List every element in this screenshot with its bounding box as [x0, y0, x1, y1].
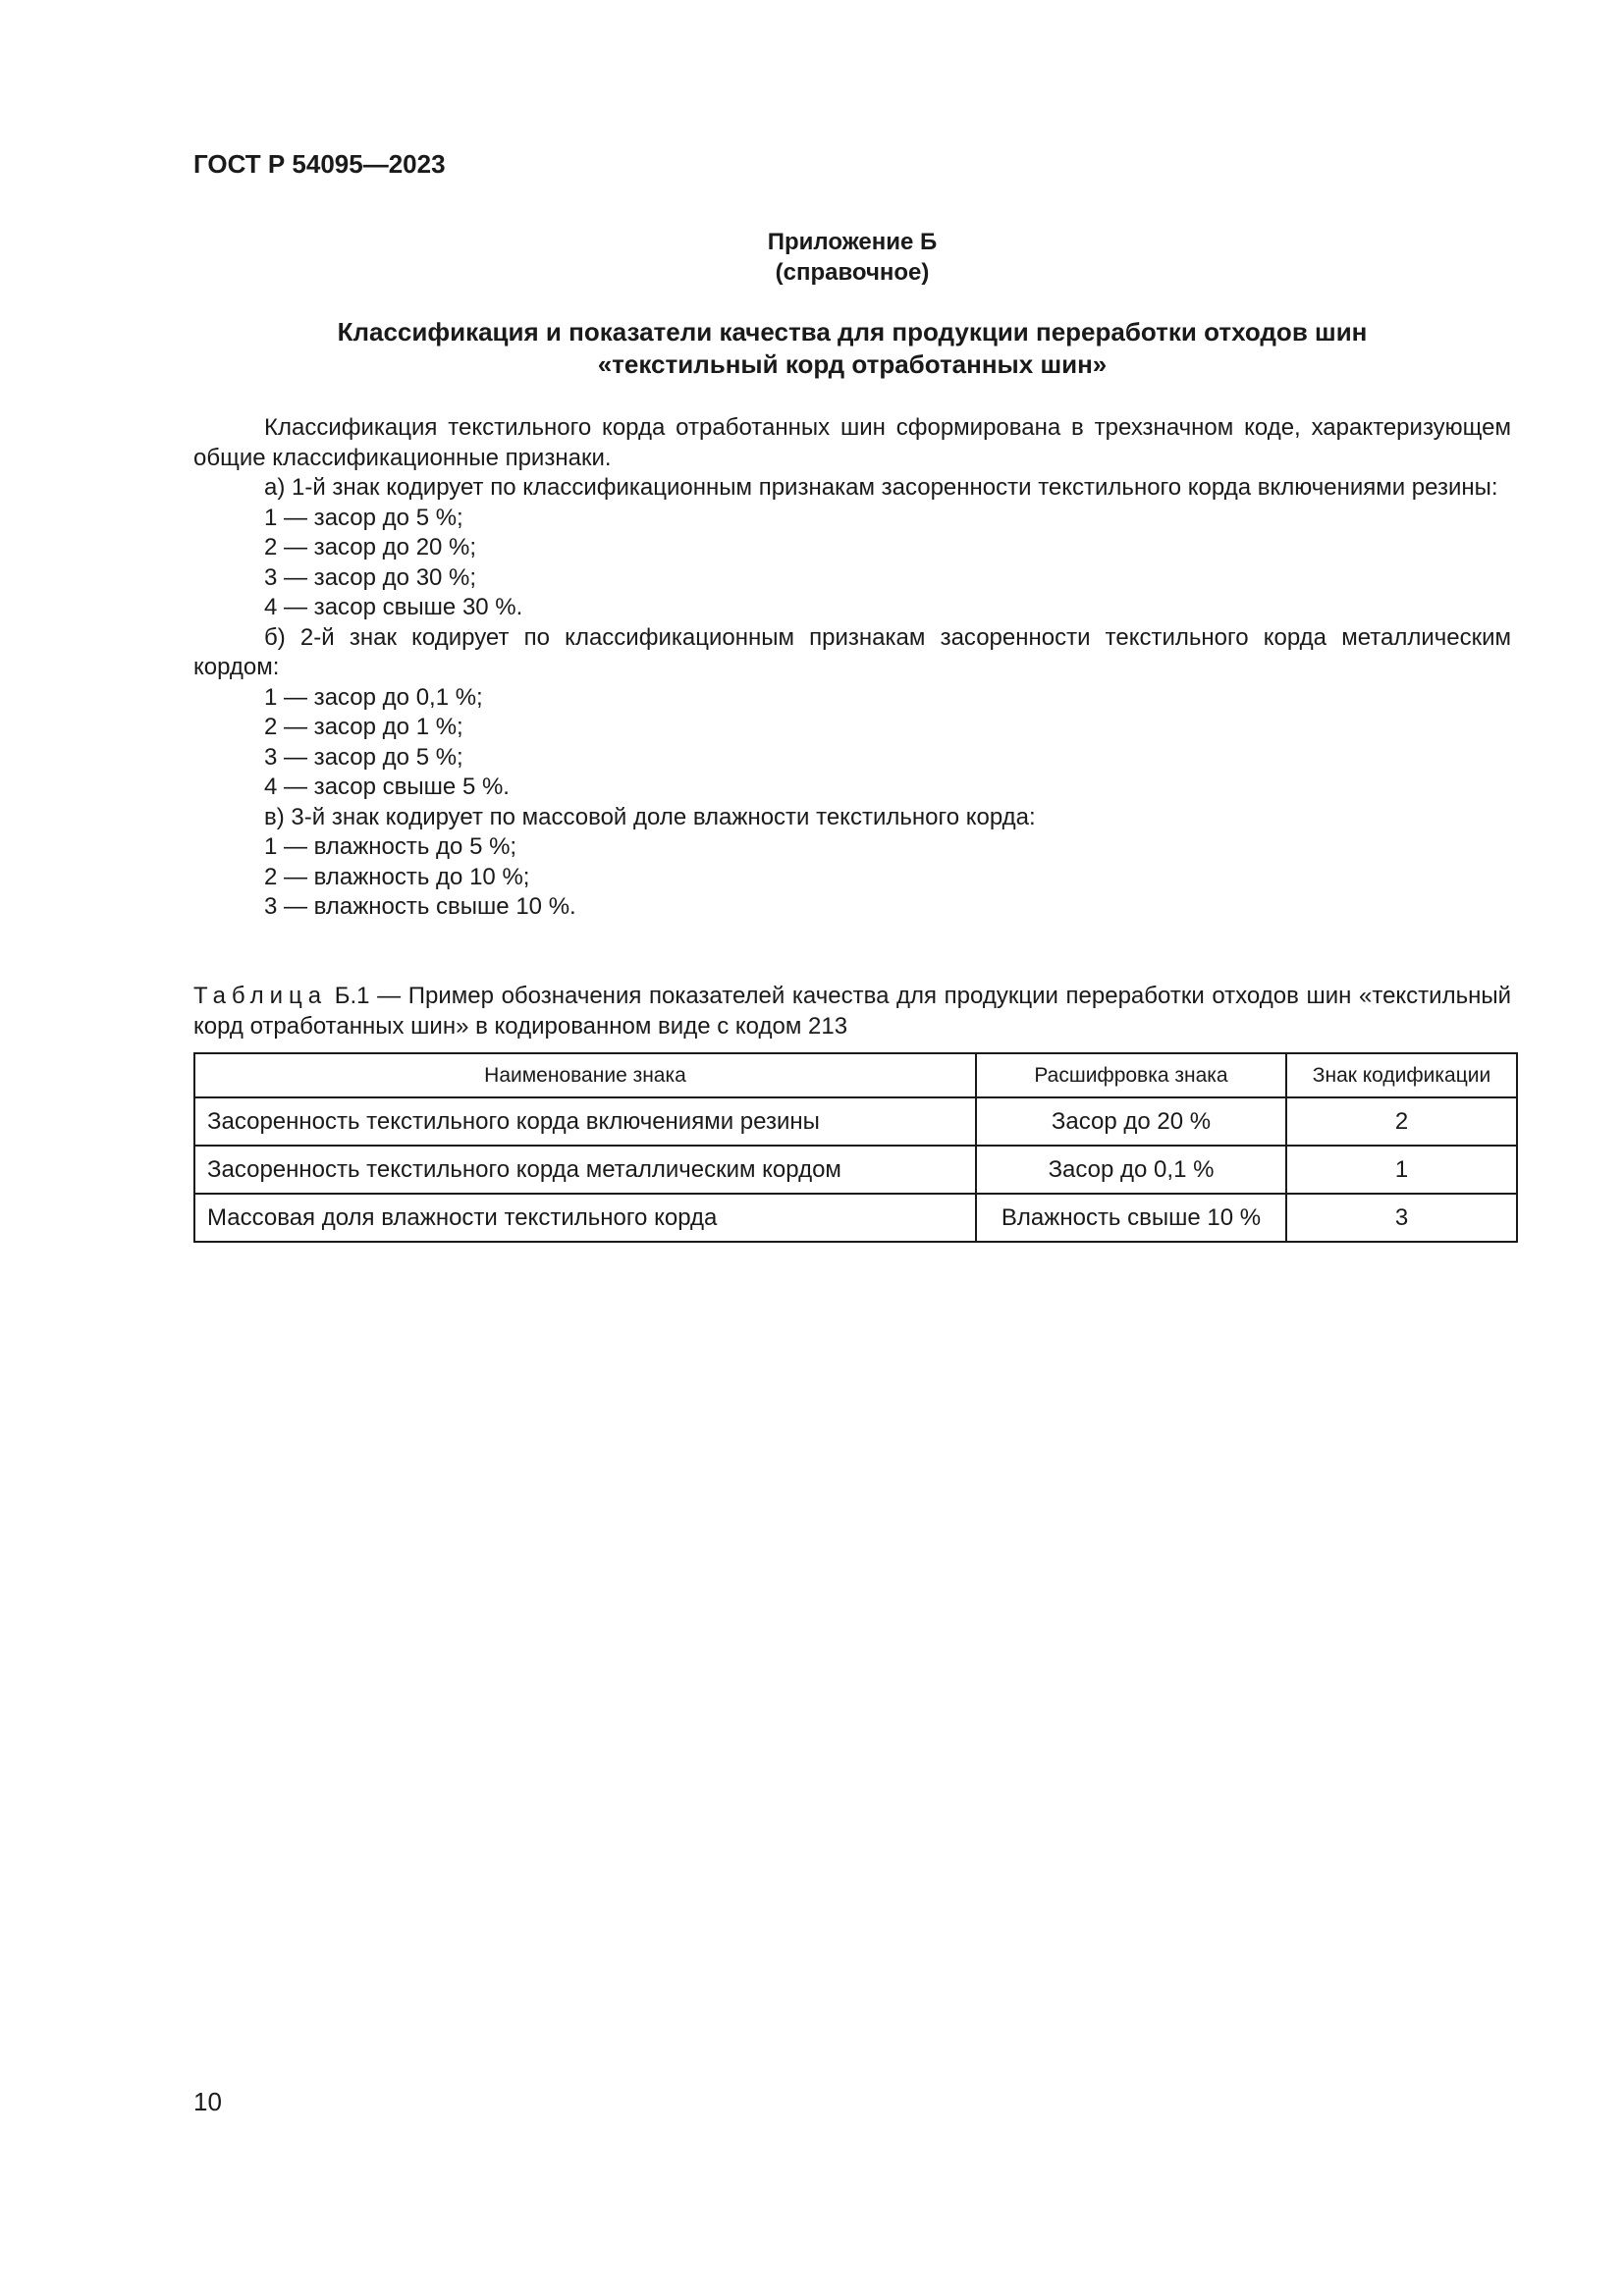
- page-number: 10: [193, 2087, 222, 2116]
- list-item: 3 — влажность свыше 10 %.: [264, 893, 576, 920]
- appendix-label: Приложение Б: [767, 229, 938, 255]
- cell-decoding: Засор до 20 %: [976, 1097, 1286, 1146]
- table-caption: [193, 982, 1511, 1041]
- title-line-1: Классификация и показатели качества для продукции переработки отходов шин: [337, 317, 1368, 347]
- list-item: 1 — засор до 0,1 %;: [264, 683, 483, 711]
- list-item: 3 — засор до 30 %;: [264, 563, 477, 591]
- cell-name: Массовая доля влажности текстильного корда: [194, 1194, 976, 1242]
- list-item: 1 — влажность до 5 %;: [264, 833, 517, 860]
- table-header-row: [194, 1053, 1517, 1097]
- cell-name: Засоренность текстильного корда включениями резины: [194, 1097, 976, 1146]
- codification-table: [193, 1052, 1518, 1243]
- section-a-heading: а) 1-й знак кодирует по классификационным признакам засоренности текстильного корда включениями резины:: [264, 474, 1498, 501]
- body-text: [193, 413, 1511, 923]
- table-caption-text: Б.1 — Пример обозначения показателей качества для продукции переработки отходов шин «текстильный корд отработанных шин» в кодированном виде с кодом 213: [193, 983, 1511, 1040]
- cell-decoding: Влажность свыше 10 %: [976, 1194, 1286, 1242]
- section-c-heading: в) 3-й знак кодирует по массовой доле влажности текстильного корда:: [264, 803, 1036, 830]
- document-code: ГОСТ Р 54095—2023: [193, 149, 446, 179]
- table-row: [194, 1097, 1517, 1146]
- appendix-title: [193, 316, 1511, 381]
- cell-name: Засоренность текстильного корда металлическим кордом: [194, 1146, 976, 1194]
- column-header-code: Знак кодификации: [1286, 1053, 1517, 1097]
- list-item: 3 — засор до 5 %;: [264, 743, 463, 771]
- list-item: 4 — засор свыше 30 %.: [264, 594, 523, 620]
- table-row: [194, 1194, 1517, 1242]
- appendix-type: (справочное): [775, 259, 930, 286]
- cell-code: 3: [1286, 1194, 1517, 1242]
- cell-decoding: Засор до 0,1 %: [976, 1146, 1286, 1194]
- cell-code: 2: [1286, 1097, 1517, 1146]
- list-item: 1 — засор до 5 %;: [264, 504, 463, 531]
- list-item: 2 — влажность до 10 %;: [264, 863, 530, 890]
- section-b-heading: б) 2-й знак кодирует по классификационным признакам засоренности текстильного корда металлическим кордом:: [193, 623, 1511, 680]
- column-header-decoding: Расшифровка знака: [976, 1053, 1286, 1097]
- column-header-name: Наименование знака: [194, 1053, 976, 1097]
- intro-paragraph: Классификация текстильного корда отработанных шин сформирована в трехзначном коде, характеризующем общие классификационные признаки.: [193, 414, 1511, 471]
- list-item: 4 — засор свыше 5 %.: [264, 774, 510, 800]
- title-line-2: «текстильный корд отработанных шин»: [597, 349, 1108, 379]
- list-item: 2 — засор до 20 %;: [264, 534, 477, 561]
- list-item: 2 — засор до 1 %;: [264, 714, 463, 740]
- table-caption-label: Таблица: [193, 983, 328, 1009]
- table-row: [194, 1146, 1517, 1194]
- cell-code: 1: [1286, 1146, 1517, 1194]
- appendix-heading: [193, 227, 1511, 288]
